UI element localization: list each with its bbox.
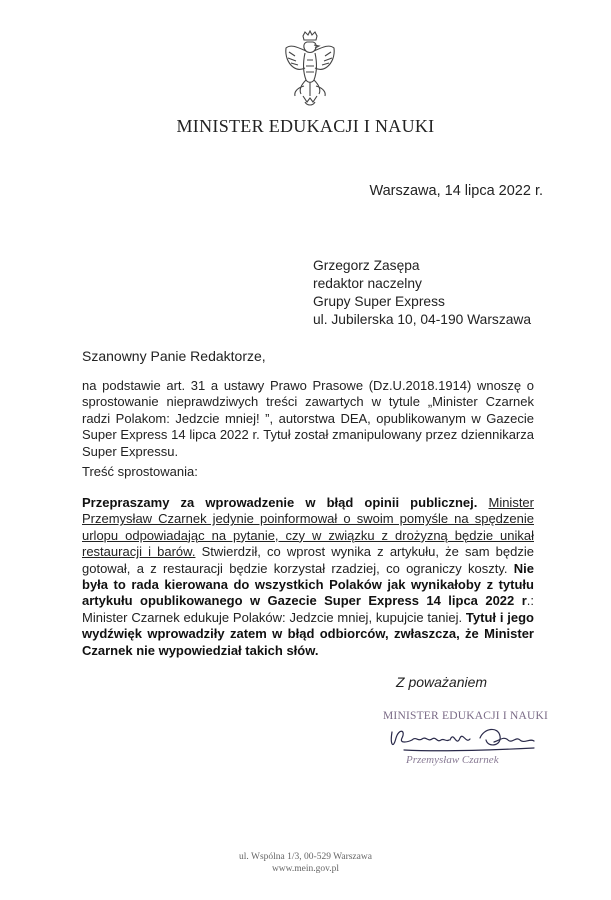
correction-normal-text: Stwierdził, co wprost wynika z artykułu, że sam będzie gotował, a z restauracji będzie korzystał rzadziej, co ograniczy koszty. [82,544,534,576]
recipient-name: Grzegorz Zasępa [313,258,420,273]
recipient-block [313,257,531,329]
footer [0,851,611,875]
signature-stamp-title: MINISTER EDUKACJI I NAUKI [383,710,549,722]
date-line: Warszawa, 14 lipca 2022 r. [369,183,543,199]
footer-website: www.mein.gov.pl [271,864,340,874]
correction-bold-statement: Nie była to rada kierowana do wszystkich Polaków jak wynikałoby z tytułu artykułu opublikowanego w Gazecie Super Express 14 lipca 2022 r [82,560,534,609]
recipient-company: Grupy Super Express [313,294,445,309]
correction-bold-conclusion: Tytuł i jego wydźwięk wprowadziły zatem w błąd odbiorców, zwłaszcza, że Minister Czarnek nie wypowiedział takich słów. [82,609,534,658]
paragraph-correction-text [82,495,534,659]
footer-address: ul. Wspólna 1/3, 00-529 Warszawa [239,852,372,862]
greeting: Szanowny Panie Redaktorze, [82,348,266,364]
correction-underlined-statement: Minister Przemysław Czarnek jedynie poinformował o swoim pomyśle na spędzenie urlopu odpowiadając na pytanie, czy w związku z drożyzną będzie unikał restauracji i barów. [82,495,534,560]
polish-eagle-emblem-icon [283,30,337,110]
signature-printed-name: Przemysław Czarnek [406,754,499,766]
closing: Z poważaniem [396,674,488,690]
correction-bold-apology: Przepraszamy za wprowadzenie w błąd opinii publicznej. [82,495,478,510]
paragraph-correction-label: Treść sprostowania: [82,464,198,479]
ministry-title: MINISTER EDUKACJI I NAUKI [176,116,435,136]
handwritten-signature [384,722,544,756]
recipient-role: redaktor naczelny [313,276,422,291]
recipient-address: ul. Jubilerska 10, 04-190 Warszawa [313,312,532,327]
paragraph-request: na podstawie art. 31 a ustawy Prawo Prasowe (Dz.U.2018.1914) wnoszę o sprostowanie nieprawdziwych treści zawartych w tytule „Minister Czarnek radzi Polakom: Jedzcie mniej! ”, autorstwa DEA, opublikowanym w Gazecie Super Express 14 lipca 2022 r. Tytuł został zmanipulowany przez dziennikarza Super Expressu. [82,378,534,459]
correction-normal-title: .: Minister Czarnek edukuje Polaków: Jedzcie mniej, kupujcie taniej. [82,593,534,625]
